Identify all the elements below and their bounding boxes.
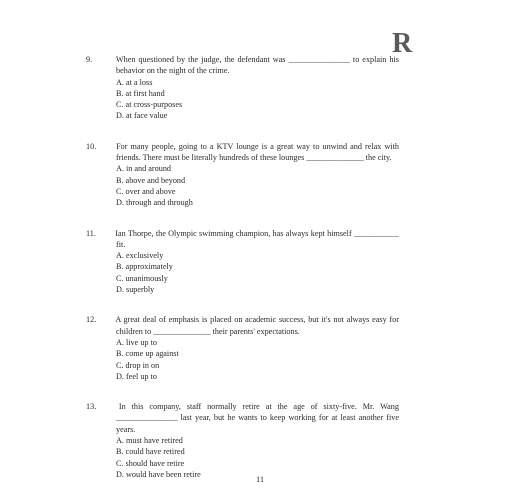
option-a[interactable]: A. exclusively xyxy=(116,251,164,261)
question-number: 10. xyxy=(86,141,97,151)
question-stem xyxy=(86,228,399,251)
question-text: Ian Thorpe, the Olympic swimming champion, has always kept himself ___________ fit. xyxy=(115,228,399,249)
option-a[interactable]: A. in and around xyxy=(116,164,172,174)
question-number: 12. xyxy=(86,315,97,325)
page-number: 11 xyxy=(255,475,265,484)
option-b[interactable]: B. at first hand xyxy=(116,88,165,98)
section-letter: R xyxy=(392,28,413,59)
option-d[interactable]: D. superbly xyxy=(116,285,155,295)
answer-options xyxy=(101,77,399,122)
answer-options xyxy=(101,163,399,208)
answer-options xyxy=(101,337,399,382)
question-text: For many people, going to a KTV lounge is a great way to unwind and relax with friends. There must be literally hundreds of these lounges ______________ the city. xyxy=(116,141,400,163)
question-stem xyxy=(86,314,399,337)
option-d[interactable]: D. at face value xyxy=(116,111,168,121)
question-stem xyxy=(86,141,400,164)
option-c[interactable]: C. over and above xyxy=(116,186,176,196)
question-number: 11. xyxy=(86,228,96,238)
option-d[interactable]: D. would have been retire xyxy=(116,469,201,479)
option-d[interactable]: D. feel up to xyxy=(116,371,157,381)
answer-options xyxy=(101,250,399,295)
option-b[interactable]: B. above and beyond xyxy=(116,175,186,185)
question-text: In this company, staff normally retire at the age of sixty-five. Mr. Wang _______________ last year, but he wants to keep working for at least another five years. xyxy=(116,402,399,434)
question-13 xyxy=(86,401,399,480)
question-stem xyxy=(86,54,399,77)
option-b[interactable]: B. approximately xyxy=(116,262,173,272)
option-a[interactable]: A. live up to xyxy=(116,337,157,347)
option-b[interactable]: B. could have retired xyxy=(116,447,185,457)
question-10 xyxy=(86,141,400,209)
question-stem xyxy=(86,401,399,435)
question-list xyxy=(86,54,400,499)
option-a[interactable]: A. at a loss xyxy=(116,77,153,87)
question-9 xyxy=(86,54,399,122)
option-c[interactable]: C. unanimously xyxy=(116,273,168,283)
option-d[interactable]: D. through and through xyxy=(116,198,193,208)
question-number: 13. xyxy=(86,402,97,412)
question-text: A great deal of emphasis is placed on academic success, but it's not always easy for children to ______________ their parents' expectations. xyxy=(115,315,399,336)
option-c[interactable]: C. drop in on xyxy=(116,360,160,370)
question-text: When questioned by the judge, the defendant was _______________ to explain his behavior on the night of the crime. xyxy=(115,55,399,76)
question-number: 9. xyxy=(86,55,93,64)
option-a[interactable]: A. must have retired xyxy=(116,436,183,446)
option-b[interactable]: B. come up against xyxy=(116,349,179,359)
option-c[interactable]: C. at cross-purposes xyxy=(116,100,183,110)
question-12 xyxy=(86,314,399,382)
question-11 xyxy=(86,228,399,296)
option-c[interactable]: C. should have retire xyxy=(116,458,185,468)
